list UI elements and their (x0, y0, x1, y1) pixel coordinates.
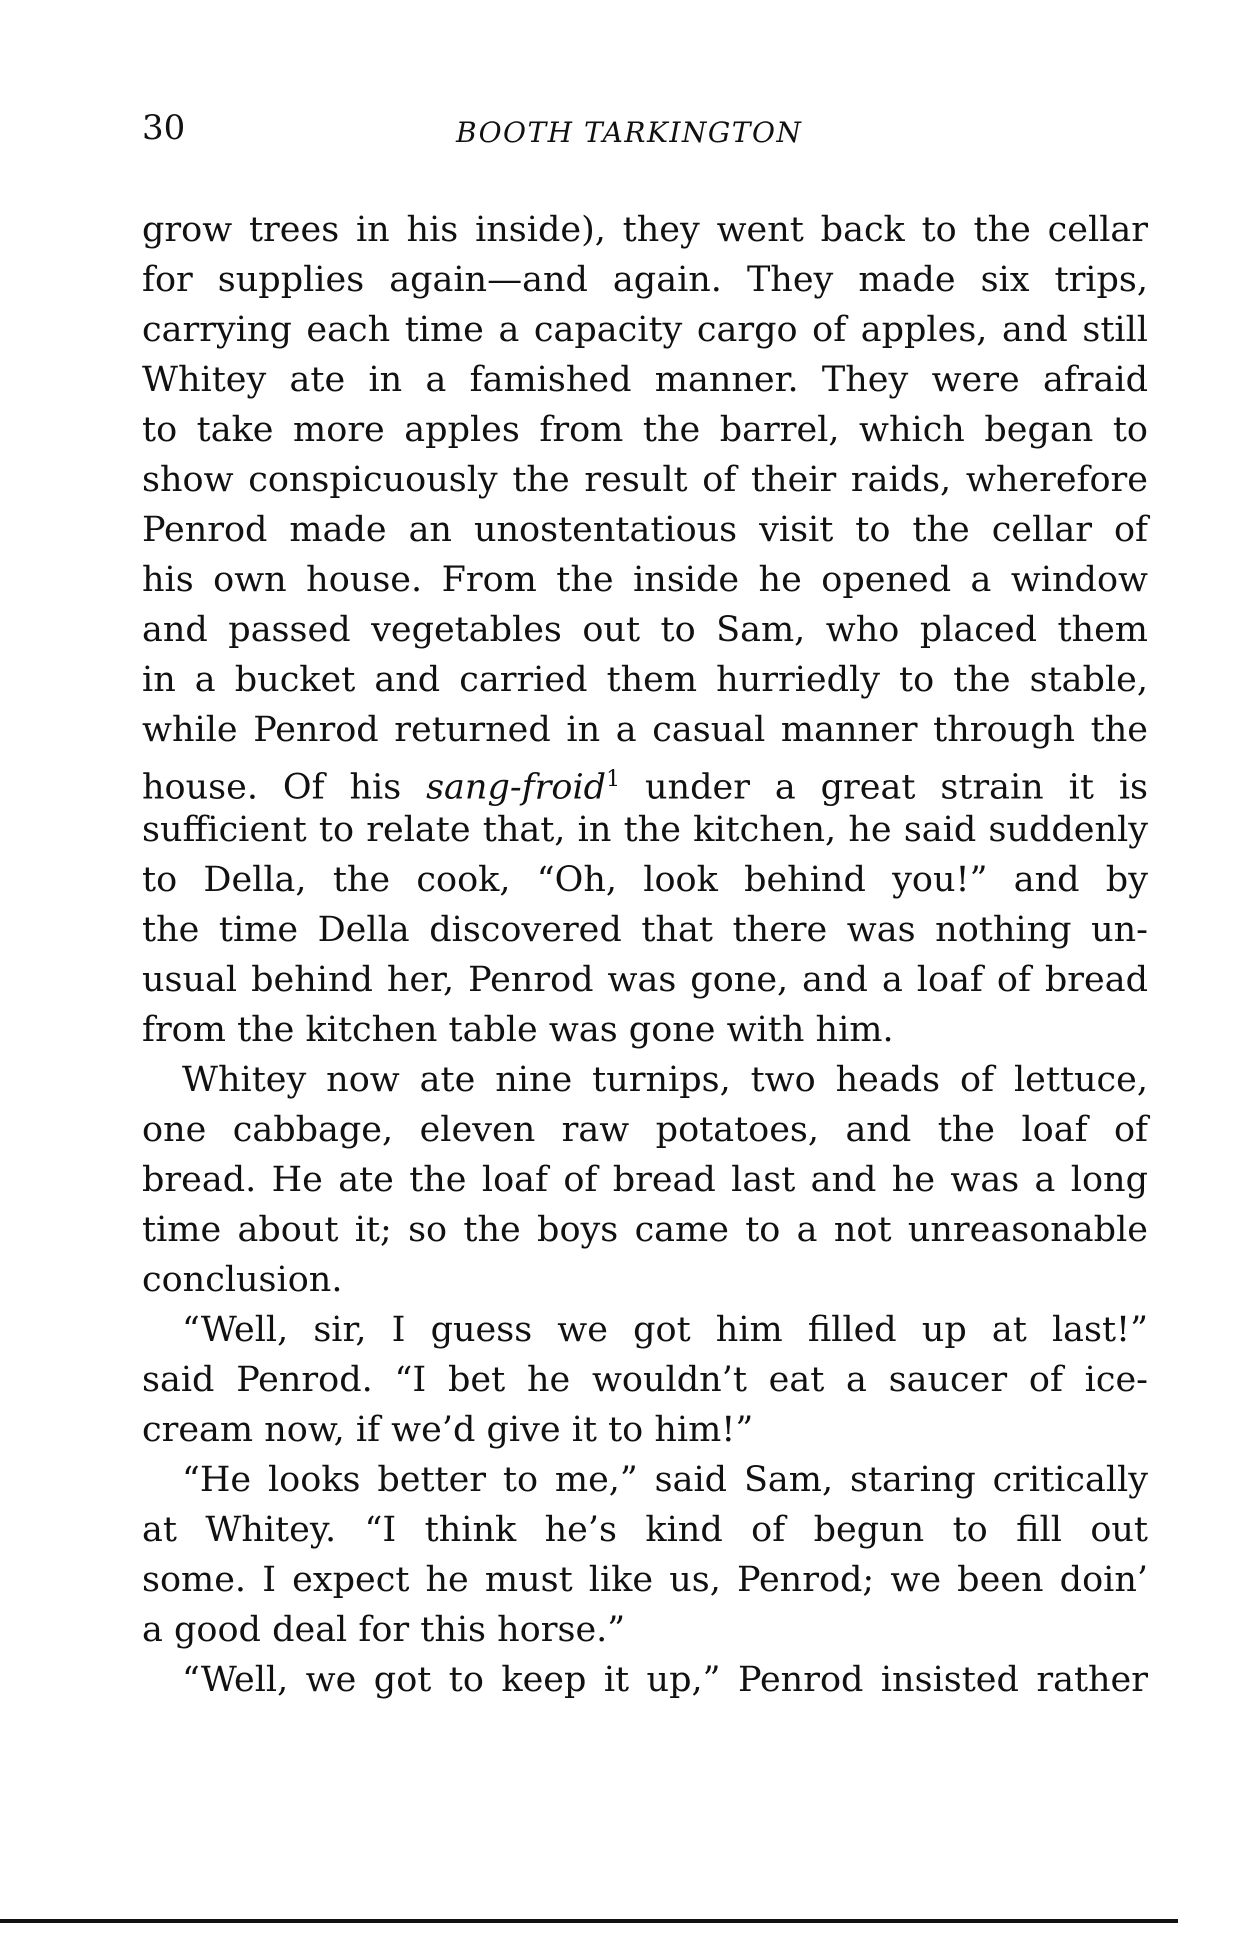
text-line: sufficient to relate that, in the kitchen, he said suddenly (142, 810, 1148, 850)
text-line: “Well, sir, I guess we got him filled up at last!” (182, 1310, 1148, 1350)
text-line: “He looks better to me,” said Sam, staring critically (182, 1460, 1148, 1500)
footnote-marker: 1 (606, 767, 621, 792)
body-text (142, 205, 1148, 1705)
text-line: the time Della discovered that there was nothing un- (142, 910, 1148, 950)
text-fragment: house. Of his (142, 767, 427, 808)
text-line: in a bucket and carried them hurriedly to the stable, (142, 660, 1148, 700)
italic-phrase: sang-froid (426, 767, 607, 808)
text-line: one cabbage, eleven raw potatoes, and the loaf of (142, 1110, 1148, 1150)
text-line: a good deal for this horse.” (142, 1610, 626, 1650)
text-line: his own house. From the inside he opened a window (142, 560, 1148, 600)
text-line: conclusion. (142, 1260, 343, 1300)
text-line: to Della, the cook, “Oh, look behind you!” and by (142, 860, 1148, 900)
text-line-footnote-ref (142, 755, 1148, 808)
text-line: at Whitey. “I think he’s kind of begun to fill out (142, 1510, 1148, 1550)
text-line: while Penrod returned in a casual manner through the (142, 710, 1148, 750)
text-line: to take more apples from the barrel, which began to (142, 410, 1148, 450)
text-line: usual behind her, Penrod was gone, and a loaf of bread (142, 960, 1148, 1000)
text-line: grow trees in his inside), they went back to the cellar (142, 210, 1148, 250)
text-line: Whitey ate in a famished manner. They were afraid (142, 360, 1148, 400)
text-line: time about it; so the boys came to a not unreasonable (142, 1210, 1148, 1250)
text-fragment: under a great strain it is (620, 767, 1148, 808)
text-line: Penrod made an unostentatious visit to the cellar of (142, 510, 1148, 550)
text-line: said Penrod. “I bet he wouldn’t eat a saucer of ice- (142, 1360, 1148, 1400)
text-line: some. I expect he must like us, Penrod; we been doin’ (142, 1560, 1148, 1600)
text-line: from the kitchen table was gone with him. (142, 1010, 894, 1050)
running-header (142, 108, 1152, 158)
text-line: Whitey now ate nine turnips, two heads of lettuce, (182, 1060, 1148, 1100)
text-line: and passed vegetables out to Sam, who placed them (142, 610, 1148, 650)
running-title: BOOTH TARKINGTON (456, 116, 803, 149)
page-number: 30 (142, 108, 186, 148)
text-line: for supplies again—and again. They made six trips, (142, 260, 1148, 300)
text-line: “Well, we got to keep it up,” Penrod insisted rather (182, 1660, 1148, 1700)
text-line: show conspicuously the result of their raids, wherefore (142, 460, 1148, 500)
text-line: bread. He ate the loaf of bread last and he was a long (142, 1160, 1148, 1200)
bottom-rule (0, 1919, 1178, 1923)
text-line: carrying each time a capacity cargo of apples, and still (142, 310, 1148, 350)
text-line: cream now, if we’d give it to him!” (142, 1410, 754, 1450)
